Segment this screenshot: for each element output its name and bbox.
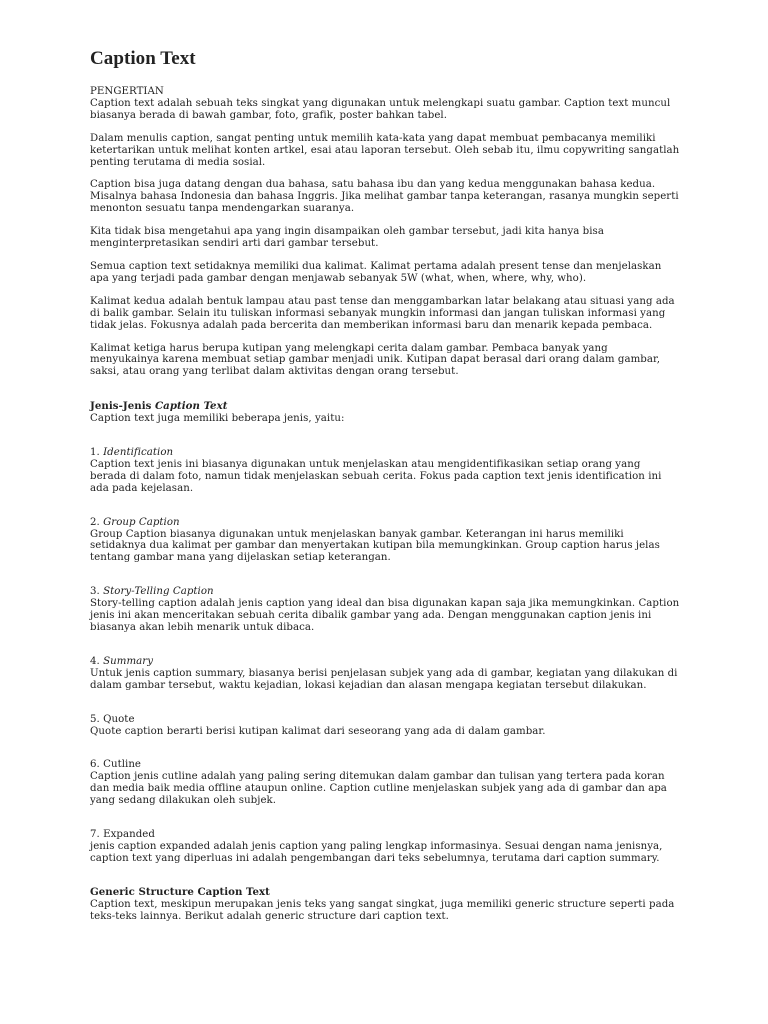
caption-type-name: Quote — [103, 713, 135, 725]
pengertian-paragraph-1: Caption text adalah sebuah teks singkat yang digunakan untuk melengkapi suatu gambar. Caption text muncul biasanya berada di bawah gambar, foto, grafik, poster bahkan tabel. — [90, 97, 671, 121]
document-title: Caption Text — [90, 48, 196, 69]
caption-type-title — [90, 829, 680, 841]
caption-type-title — [90, 759, 680, 771]
caption-type-description: Caption jenis cutline adalah yang paling sering ditemukan dalam gambar dan tulisan yang tertera pada koran dan media baik media offline ataupun online. Caption cutline menjelaskan subjek yang ada di gambar dan apa yang sedang dilakukan oleh subjek. — [90, 771, 667, 807]
caption-type-description: Quote caption berarti berisi kutipan kalimat dari seseorang yang ada di dalam gambar. — [90, 725, 546, 737]
pengertian-paragraph-3: Caption bisa juga datang dengan dua bahasa, satu bahasa ibu dan yang kedua menggunakan bahasa kedua. Misalnya bahasa Indonesia dan bahasa Inggris. Jika melihat gambar tanpa keterangan, rasanya mungkin seperti menonton sesuatu tanpa mendengarkan suaranya. — [90, 179, 679, 215]
caption-type-name: Identification — [103, 447, 174, 459]
caption-type-number: 7. — [90, 829, 104, 841]
pengertian-paragraph-7: Kalimat ketiga harus berupa kutipan yang melengkapi cerita dalam gambar. Pembaca banyak yang menyukainya karena membuat setiap gambar menjadi unik. Kutipan dapat berasal dari orang dalam gambar, saksi, atau orang yang terlibat dalam aktivitas dengan orang tersebut. — [90, 342, 661, 378]
pengertian-paragraph-2: Dalam menulis caption, sangat penting untuk memilih kata-kata yang dapat membuat pembacanya memiliki ketertarikan untuk melihat konten artkel, esai atau laporan tersebut. Oleh sebab itu, ilmu copywriting sangatlah penting terutama di media sosial. — [90, 132, 680, 168]
caption-type-description: Caption text jenis ini biasanya digunakan untuk menjelaskan atau mengidentifikasikan setiap orang yang berada di dalam foto, namun tidak menjelaskan sebuah cerita. Fokus pada caption text jenis identification ini ada pada kejelasan. — [90, 458, 662, 494]
caption-type-title — [90, 447, 680, 459]
jenis-heading-plain: Jenis-Jenis — [90, 400, 156, 413]
caption-type-name: Expanded — [103, 829, 155, 841]
caption-type-title — [90, 517, 680, 529]
caption-type-description: Untuk jenis caption summary, biasanya berisi penjelasan subjek yang ada di gambar, kegiatan yang dilakukan di dalam gambar tersebut, waktu kejadian, lokasi kejadian dan alasan mengapa kegiatan tersebut dilakukan. — [90, 667, 678, 691]
caption-type-name: Story-Telling Caption — [103, 586, 214, 598]
caption-type-number: 3. — [90, 586, 104, 598]
caption-type-title — [90, 714, 680, 726]
pengertian-paragraph-6: Kalimat kedua adalah bentuk lampau atau past tense dan menggambarkan latar belakang atau situasi yang ada di balik gambar. Selain itu tuliskan informasi sebanyak mungkin informasi dan jangan tuliskan informasi yang tidak jelas. Fokusnya adalah pada bercerita dan memberikan informasi baru dan menarik kepada pembaca. — [90, 295, 675, 331]
generic-structure-text: Caption text, meskipun merupakan jenis teks yang sangat singkat, juga memiliki generic structure seperti pada teks-teks lainnya. Berikut adalah generic structure dari caption text. — [90, 898, 675, 922]
jenis-heading-italic: Caption Text — [155, 400, 228, 413]
caption-type-number: 4. — [90, 655, 104, 667]
jenis-heading — [90, 401, 680, 413]
caption-type-title — [90, 656, 680, 668]
caption-type-number: 6. — [90, 759, 104, 771]
caption-type-number: 5. — [90, 713, 104, 725]
caption-type-name: Cutline — [103, 759, 142, 771]
caption-type-description: Story-telling caption adalah jenis caption yang ideal dan bisa digunakan kapan saja jika memungkinkan. Caption jenis ini akan menceritakan sebuah cerita dibalik gambar yang ada. Dengan menggunakan caption jenis ini biasanya akan lebih menarik untuk dibaca. — [90, 598, 680, 633]
caption-type-list — [90, 447, 680, 865]
caption-type-title — [90, 586, 680, 598]
caption-type-description: jenis caption expanded adalah jenis caption yang paling lengkap informasinya. Sesuai dengan nama jenisnya, caption text yang diperluas ini adalah pengembangan dari teks sebelumnya, terutama dari caption summary. — [90, 840, 663, 864]
jenis-intro: Caption text juga memiliki beberapa jenis, yaitu: — [90, 413, 345, 425]
document-page — [90, 48, 680, 934]
pengertian-paragraph-4: Kita tidak bisa mengetahui apa yang ingin disampaikan oleh gambar tersebut, jadi kita hanya bisa menginterpretasikan sendiri arti dari gambar tersebut. — [90, 226, 604, 250]
caption-type-name: Summary — [103, 655, 154, 667]
generic-structure-heading: Generic Structure Caption Text — [90, 885, 270, 898]
pengertian-heading: PENGERTIAN — [90, 86, 164, 97]
pengertian-paragraph-5: Semua caption text setidaknya memiliki dua kalimat. Kalimat pertama adalah present tense dan menjelaskan apa yang terjadi pada gambar dengan menjawab sebanyak 5W (what, when, where, why, who). — [90, 260, 662, 284]
caption-type-name: Group Caption — [103, 516, 180, 528]
caption-type-number: 2. — [90, 516, 104, 528]
caption-type-number: 1. — [90, 447, 104, 459]
caption-type-description: Group Caption biasanya digunakan untuk menjelaskan banyak gambar. Keterangan ini harus memiliki setidaknya dua kalimat per gambar dan menyertakan kutipan bila memungkinkan. Group caption harus jelas tentang gambar mana yang dijelaskan setiap keterangan. — [90, 528, 660, 564]
